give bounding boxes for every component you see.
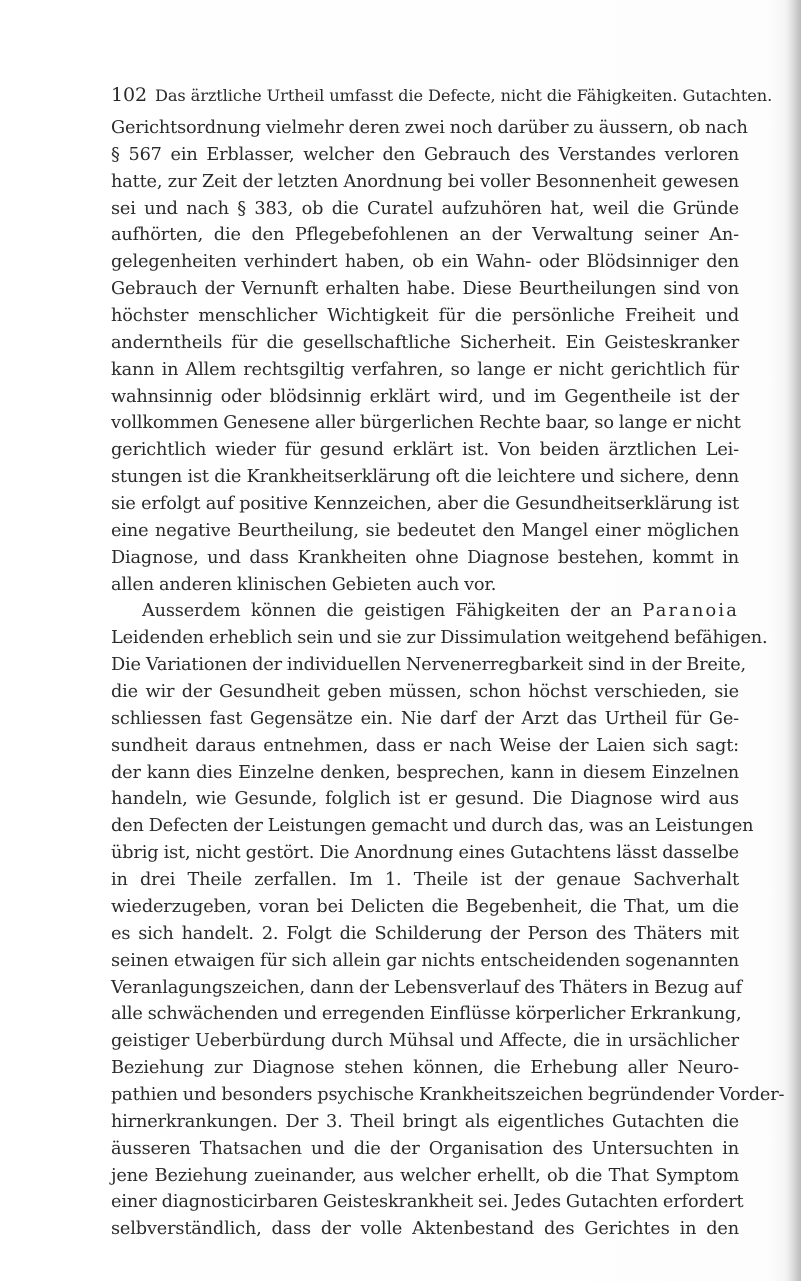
text-line: wiederzugeben, voran bei Delicten die Begebenheit, die That, um die [111,896,739,917]
text-line: höchster menschlicher Wichtigkeit für die persönliche Freiheit und [111,306,739,327]
text-line: sundheit daraus entnehmen, dass er nach Weise der Laien sich sagt: [111,735,739,756]
text-line: Gebrauch der Vernunft erhalten habe. Diese Beurtheilungen sind von [111,279,739,300]
text-line: Die Variationen der individuellen Nervenerregbarkeit sind in der Breite, [111,655,746,676]
text-line: Diagnose, und dass Krankheiten ohne Diagnose bestehen, kommt in [111,547,739,568]
text-line: eine negative Beurtheilung, sie bedeutet den Mangel einer möglichen [111,520,739,541]
text-line: gelegenheiten verhindert haben, ob ein Wahn- oder Blödsinniger den [111,252,739,273]
text-line: Beziehung zur Diagnose stehen können, die Erhebung aller Neuro- [111,1058,739,1079]
text-line: jene Beziehung zueinander, aus welcher erhellt, ob die That Symptom [111,1165,739,1186]
text-line: sie erfolgt auf positive Kennzeichen, aber die Gesundheitserklärung ist [111,494,739,515]
text-line: äusseren Thatsachen und die der Organisation des Untersuchten in [111,1138,739,1159]
text-line: die wir der Gesundheit geben müssen, schon höchst verschieden, sie [111,682,739,703]
text-line: aufhörten, die den Pflegebefohlenen an der Verwaltung seiner An- [111,225,739,246]
text-line: wahnsinnig oder blödsinnig erklärt wird, und im Gegentheile ist der [111,386,739,407]
text-line: hirnerkrankungen. Der 3. Theil bringt als eigentliches Gutachten die [111,1111,739,1132]
text-line: allen anderen klinischen Gebieten auch vor. [111,574,497,595]
text-line: hatte, zur Zeit der letzten Anordnung bei voller Besonnenheit gewesen [111,171,739,192]
text-line: es sich handelt. 2. Folgt die Schilderung der Person des Thäters mit [111,923,739,944]
text-line: seinen etwaigen für sich allein gar nichts entscheidenden sogenannten [111,950,739,971]
text-line: den Defecten der Leistungen gemacht und durch das, was an Leistungen [111,816,754,837]
text-line-part: Ausserdem können die geistigen Fähigkeiten der an [142,601,643,622]
text-line: übrig ist, nicht gestört. Die Anordnung eines Gutachtens lässt dasselbe [111,843,739,864]
text-line: selbverständlich, dass der volle Aktenbestand des Gerichtes in den [111,1219,739,1240]
page-edge-shadow [785,0,801,1281]
text-line: § 567 ein Erblasser, welcher den Gebrauch des Verstandes verloren [111,144,739,165]
text-line: Gerichtsordnung vielmehr deren zwei noch darüber zu äussern, ob nach [111,118,748,138]
text-line: kann in Allem rechtsgiltig verfahren, so lange er nicht gerichtlich für [111,359,739,380]
text-line: pathien und besonders psychische Krankheitszeichen begründender Vorder- [111,1084,785,1105]
text-line: anderntheils für die gesellschaftliche Sicherheit. Ein Geisteskranker [111,332,739,353]
page-number: 102 [111,84,147,106]
text-line: vollkommen Genesene aller bürgerlichen Rechte baar, so lange er nicht [111,413,741,434]
text-line: alle schwächenden und erregenden Einflüsse körperlicher Erkrankung, [111,1004,742,1025]
text-line: der kann dies Einzelne denken, besprechen, kann in diesem Einzelnen [111,762,739,783]
text-line: in drei Theile zerfallen. Im 1. Theile ist der genaue Sachverhalt [111,870,739,891]
body-text [111,115,785,1243]
text-line: gerichtlich wieder für gesund erklärt ist. Von beiden ärztlichen Lei- [111,440,739,461]
running-title: Das ärztliche Urtheil umfasst die Defecte, nicht die Fähigkeiten. Gutachten. [154,86,773,105]
text-line: stungen ist die Krankheitserklärung oft die leichtere und sichere, denn [111,467,739,488]
text-line: sei und nach § 383, ob die Curatel aufzuhören hat, weil die Gründe [111,198,739,219]
text-line: schliessen fast Gegensätze ein. Nie darf der Arzt das Urtheil für Ge- [111,708,739,729]
text-line: handeln, wie Gesunde, folglich ist er gesund. Die Diagnose wird aus [111,789,739,810]
text-line: Veranlagungszeichen, dann der Lebensverlauf des Thäters in Bezug auf [111,977,742,998]
text-line: Leidenden erheblich sein und sie zur Dissimulation weitgehend befähigen. [111,628,768,649]
text-line: einer diagnosticirbaren Geisteskrankheit sei. Jedes Gutachten erfordert [111,1192,744,1213]
running-header [111,84,773,106]
text-line-paragraph-start [111,598,739,625]
emphasized-term: Paranoia [642,601,739,622]
text-line: geistiger Ueberbürdung durch Mühsal und Affecte, die in ursächlicher [111,1031,739,1052]
